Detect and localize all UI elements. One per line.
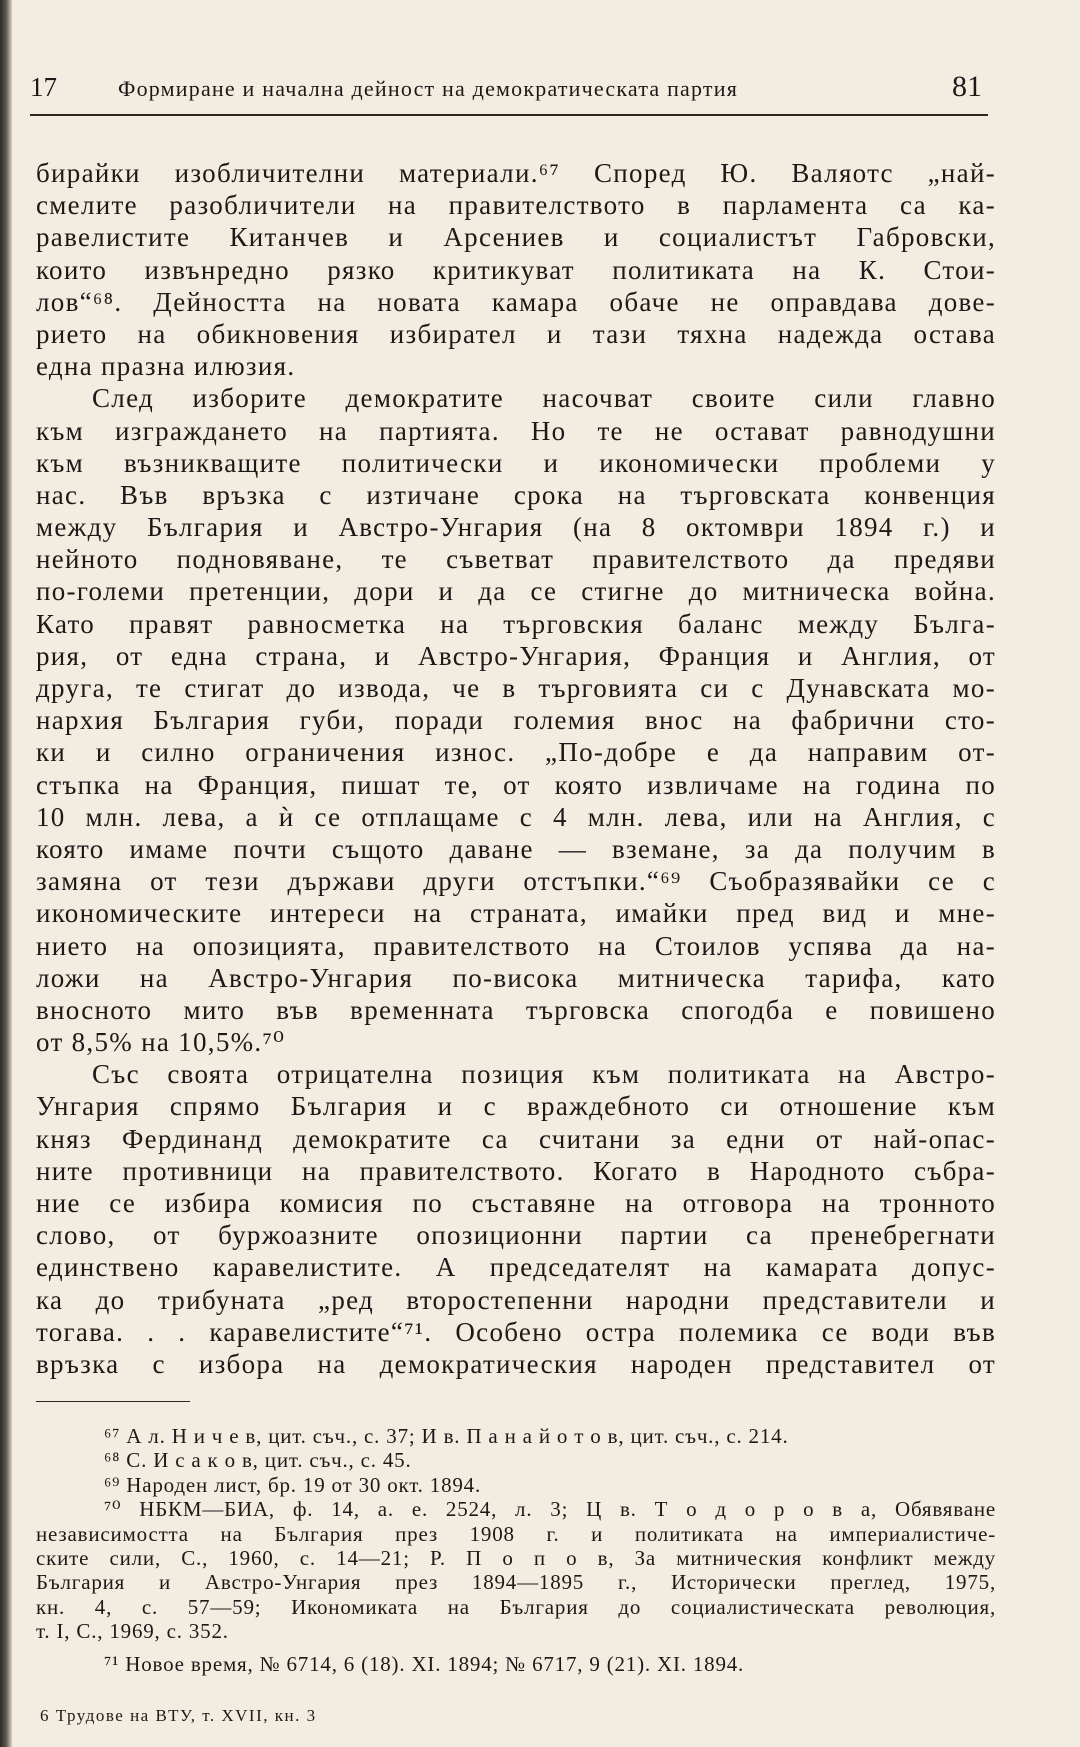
text-line: тогава. . . каравелистите“⁷¹. Особено остра полемика се води във bbox=[36, 1316, 996, 1347]
text-line: замяна от тези държави други отстъпки.“⁶⁹ Съобразявайки се с bbox=[36, 866, 996, 897]
footnote-70: ⁷⁰ НБКМ—БИА, ф. 14, а. е. 2524, л. 3; Ц в. Т о д о р о в а, Обявяване bbox=[104, 1497, 996, 1522]
text-line: между България и Австро-Унгария (на 8 октомври 1894 г.) и bbox=[36, 512, 996, 543]
footnotes bbox=[36, 1424, 996, 1676]
text-line: ните противници на правителството. Когато в Народното събра- bbox=[36, 1155, 996, 1186]
text-line: към възникващите политически и икономически проблеми у bbox=[36, 447, 996, 478]
text-line: по-големи претенции, дори и да се стигне до митническа война. bbox=[36, 576, 996, 607]
text-line: нархия България губи, поради големия внос на фабрични сто- bbox=[36, 705, 996, 736]
text-line: 10 млн. лева, а ѝ се отплащаме с 4 млн. лева, или на Англия, с bbox=[36, 801, 996, 832]
header-left-number: 17 bbox=[30, 72, 57, 102]
text-line: към изграждането на партията. Но те не остават равнодушни bbox=[36, 415, 996, 446]
main-text bbox=[36, 157, 996, 1380]
text-line: смелите разобличители на правителството в парламента са ка- bbox=[36, 190, 996, 221]
footnote-70-line: кн. 4, с. 57—59; Икономиката на България до социалистическата революция, bbox=[36, 1594, 996, 1619]
text-line: връзка с избора на демократическия народен представител от bbox=[36, 1348, 996, 1379]
text-line: Унгария спрямо България и с враждебното си отношение към bbox=[36, 1091, 996, 1122]
text-line: лов“⁶⁸. Дейността на новата камара обаче не оправдава дове- bbox=[36, 286, 996, 317]
footnote-divider bbox=[36, 1401, 190, 1402]
text-line: които извънредно рязко критикуват политиката на К. Стои- bbox=[36, 254, 996, 285]
text-line: След изборите демократите насочват своите сили главно bbox=[92, 383, 996, 414]
text-line: която имаме почти същото даване — вземане, за да получим в bbox=[36, 833, 996, 864]
text-line: една празна илюзия. bbox=[36, 351, 296, 382]
text-line: единствено каравелистите. А председателят на камарата допус- bbox=[36, 1252, 996, 1283]
footnote-71: ⁷¹ Новое время, № 6714, 6 (18). XI. 1894; № 6717, 9 (21). XI. 1894. bbox=[104, 1651, 745, 1676]
text-line: ние се избира комисия по съставяне на отговора на тронното bbox=[36, 1188, 996, 1218]
header-title: Формиране и начална дейност на демократическата партия bbox=[118, 76, 739, 101]
text-line: ка до трибуната „ред второстепенни народни представители и bbox=[36, 1284, 996, 1315]
text-line: слово, от буржоазните опозиционни партии са пренебрегнати bbox=[36, 1220, 996, 1251]
printer-signature: 6 Трудове на ВТУ, т. XVII, кн. 3 bbox=[40, 1706, 317, 1725]
footnote-70-line: ските сили, С., 1960, с. 14—21; Р. П о п о в, За митническия конфликт между bbox=[36, 1545, 996, 1570]
page-binding-edge bbox=[0, 0, 12, 1747]
text-line: ложи на Австро-Унгария по-висока митническа тарифа, като bbox=[36, 962, 996, 993]
footnote-70-line: независимостта на България през 1908 г. и политиката на империалистиче- bbox=[36, 1521, 996, 1546]
text-line: равелистите Китанчев и Арсениев и социалистът Габровски, bbox=[36, 222, 996, 253]
text-line: Като правят равносметка на търговския баланс между Бълга- bbox=[36, 608, 996, 639]
text-line: друга, те стигат до извода, че в търговията си с Дунавската мо- bbox=[36, 673, 996, 703]
text-line: рия, от една страна, и Австро-Унгария, Франция и Англия, от bbox=[36, 640, 996, 671]
text-line: нието на опозицията, правителството на Стоилов успява да на- bbox=[36, 930, 996, 961]
page-number: 81 bbox=[952, 70, 982, 103]
text-line: от 8,5% на 10,5%.⁷⁰ bbox=[36, 1027, 286, 1058]
text-line: икономическите интереси на страната, имайки пред вид и мне- bbox=[36, 898, 996, 929]
footnote-68: ⁶⁸ С. И с а к о в, цит. съч., с. 45. bbox=[104, 1448, 412, 1473]
footnote-70-line: България и Австро-Унгария през 1894—1895 г., Исторически преглед, 1975, bbox=[36, 1570, 996, 1595]
text-line: рието на обикновения избирател и тази тяхна надежда остава bbox=[36, 318, 996, 349]
text-line: ки и силно ограничения износ. „По-добре е да направим от- bbox=[36, 737, 996, 768]
footnote-67: ⁶⁷ А л. Н и ч е в, цит. съч., с. 37; И в. П а н а й о т о в, цит. съч., с. 214. bbox=[104, 1424, 789, 1448]
text-line: Със своята отрицателна позиция към политиката на Австро- bbox=[92, 1059, 996, 1090]
running-header bbox=[30, 68, 988, 116]
text-line: вносното мито във временната търговска спогодба е повишено bbox=[36, 994, 996, 1025]
text-line: нас. Във връзка с изтичане срока на търговската конвенция bbox=[36, 479, 996, 510]
text-line: нейното подновяване, те съветват правителството да предяви bbox=[36, 544, 996, 575]
text-line: княз Фердинанд демократите са считани за едни от най-опас- bbox=[36, 1123, 996, 1154]
footnote-70-line: т. I, С., 1969, с. 352. bbox=[36, 1619, 229, 1644]
text-line: бирайки изобличителни материали.⁶⁷ Според Ю. Валяотс „най- bbox=[36, 158, 996, 188]
footnote-69: ⁶⁹ Народен лист, бр. 19 от 30 окт. 1894. bbox=[104, 1472, 482, 1497]
text-line: стъпка на Франция, пишат те, от която извличаме на година по bbox=[36, 769, 996, 800]
